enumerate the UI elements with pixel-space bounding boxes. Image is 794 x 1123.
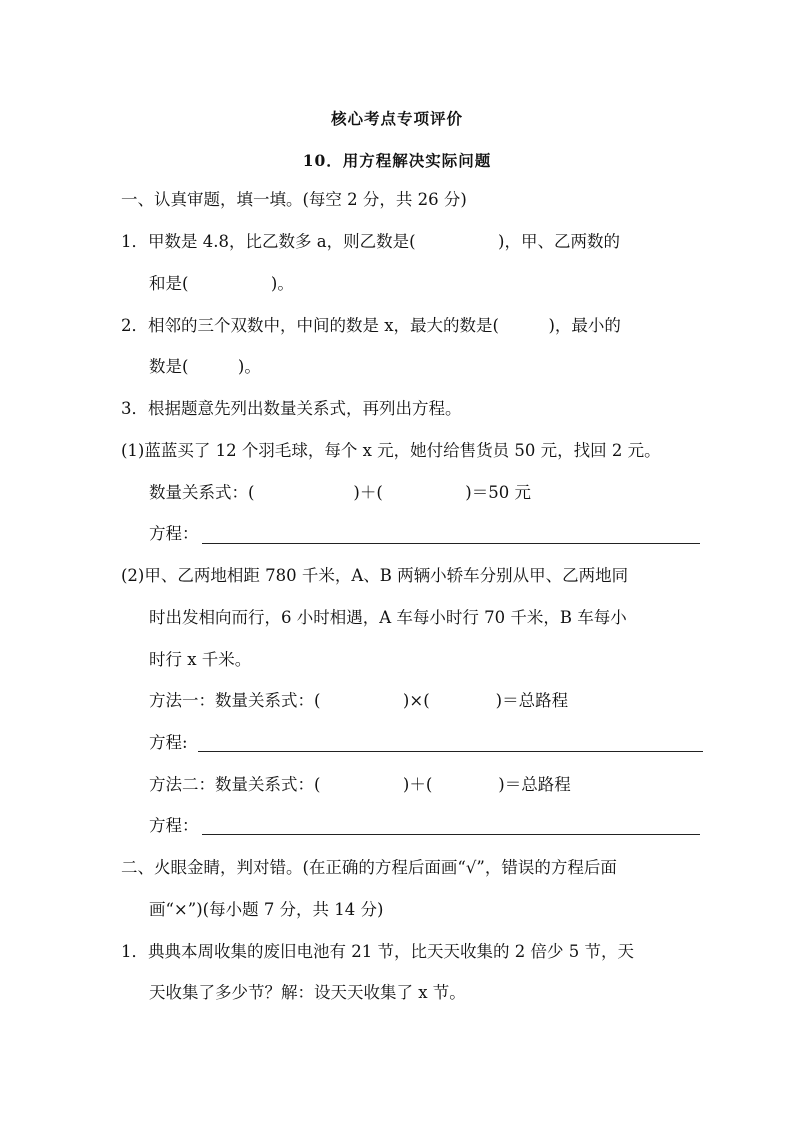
question3-part1-equation-label: 方程：: [149, 524, 199, 543]
equation-answer-line-2[interactable]: [198, 751, 703, 752]
question2-line2: 数是( )。: [149, 357, 261, 376]
question3-part2-line1: (2)甲、乙两地相距 780 千米，A、B 两辆小轿车分别从甲、乙两地同: [121, 566, 629, 585]
question3-part1-text: (1)蓝蓝买了 12 个羽毛球，每个 x 元，她付给售货员 50 元，找回 2 元。: [121, 441, 661, 460]
equation-answer-line-1[interactable]: [202, 543, 700, 544]
question3-part1-relation: 数量关系式：( )＋( )＝50 元: [149, 483, 531, 502]
equation-answer-line-3[interactable]: [202, 834, 700, 835]
question2-line1: 2．相邻的三个双数中，中间的数是 x，最大的数是( )，最小的: [121, 316, 621, 335]
question3-intro: 3．根据题意先列出数量关系式，再列出方程。: [121, 399, 462, 418]
question1-line1: 1．甲数是 4.8，比乙数多 a，则乙数是( )，甲、乙两数的: [121, 232, 620, 251]
method2-equation-label: 方程：: [149, 816, 199, 835]
section1-heading: 一、认真审题，填一填。(每空 2 分，共 26 分): [121, 190, 467, 209]
section2-question1-line2: 天收集了多少节？解：设天天收集了 x 节。: [149, 983, 466, 1002]
question3-part2-line2: 时出发相向而行，6 小时相遇，A 车每小时行 70 千米，B 车每小: [149, 608, 627, 627]
method1-equation-label: 方程:: [149, 733, 188, 752]
question1-line2: 和是( )。: [149, 274, 294, 293]
section2-heading-line2: 画“×”)(每小题 7 分，共 14 分): [149, 900, 384, 919]
section2-question1-line1: 1．典典本周收集的废旧电池有 21 节，比天天收集的 2 倍少 5 节，天: [121, 942, 634, 961]
method2-relation: 方法二：数量关系式：( )＋( )＝总路程: [149, 775, 571, 794]
method1-relation: 方法一：数量关系式：( )×( )＝总路程: [149, 691, 569, 710]
section2-heading-line1: 二、火眼金睛，判对错。(在正确的方程后面画“√”，错误的方程后面: [121, 858, 617, 877]
page-title: 核心考点专项评价: [330, 109, 463, 128]
page-subtitle: 10．用方程解决实际问题: [302, 151, 492, 170]
question3-part2-line3: 时行 x 千米。: [149, 650, 252, 669]
